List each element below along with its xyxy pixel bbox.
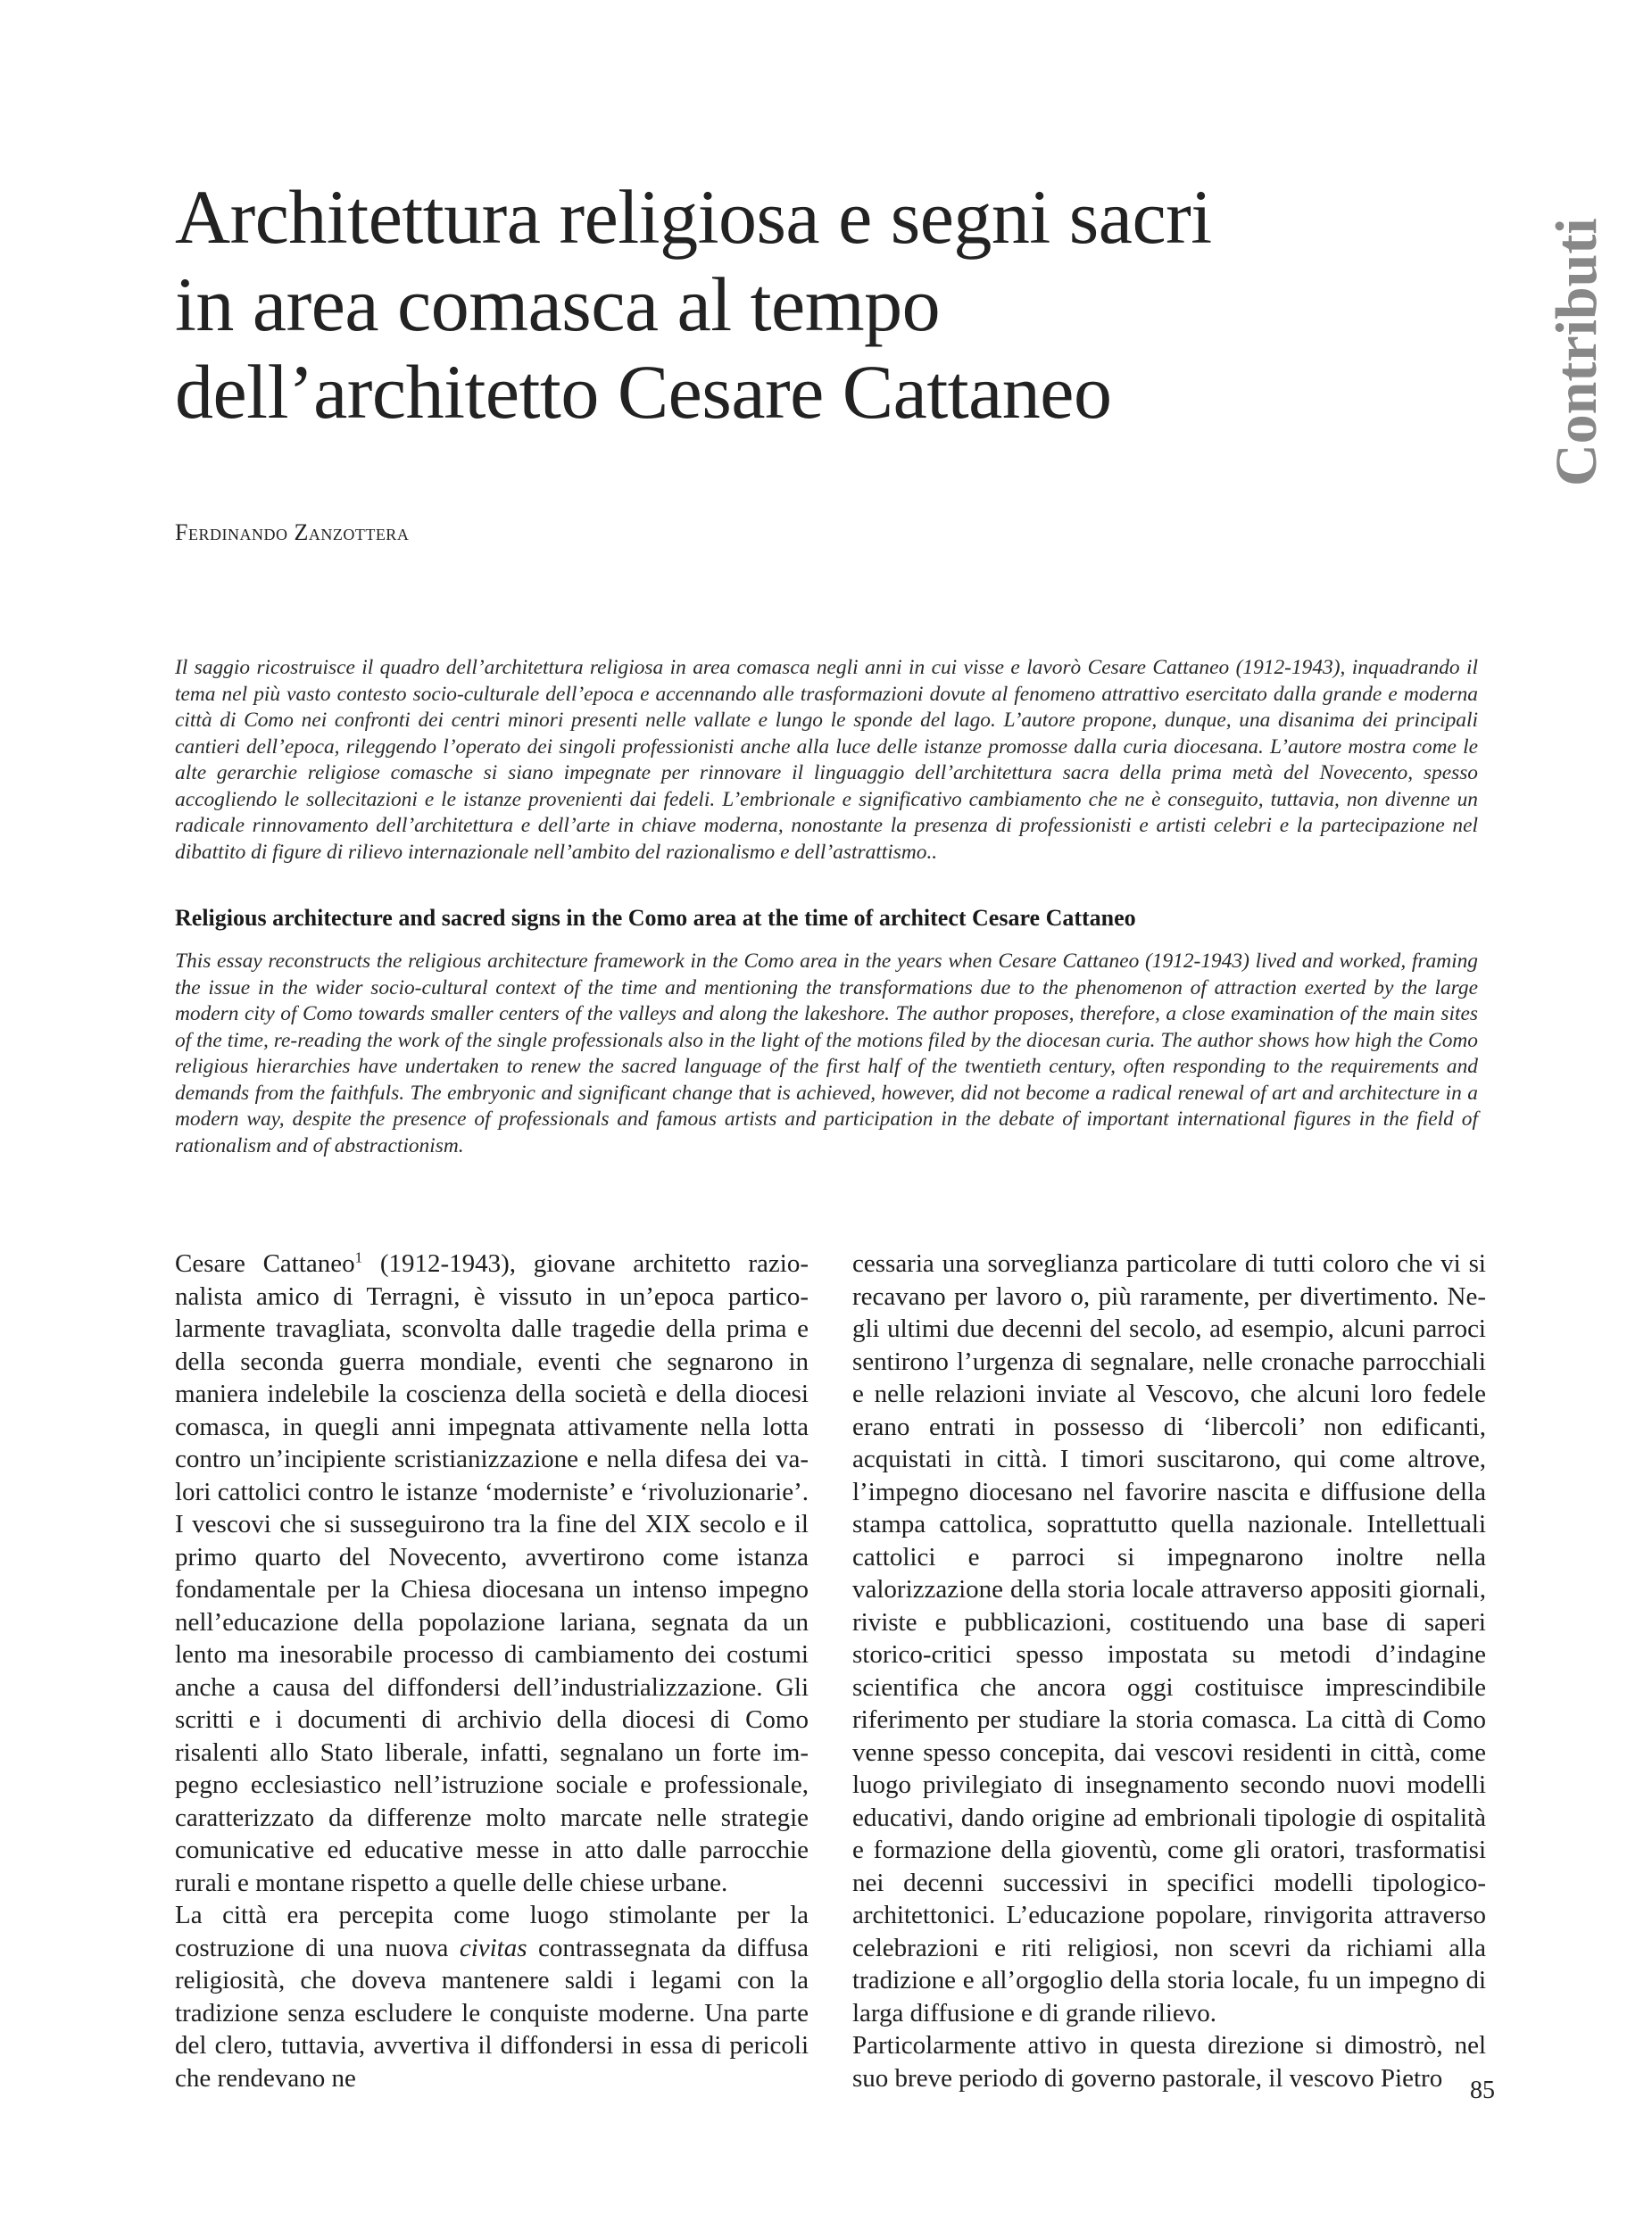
- body-text: (1912-1943), giovane architetto razionalista amico di Terragni, è vissuto in un’epoca particolarmente travagliata, sconvolta dalle tragedie della prima e della seconda guerra mondiale, eventi che segnarono in maniera indelebile la coscienza della società e della diocesi comasca, in quegli anni impegnata attivamente nella lotta contro un’incipiente scristianizzazione e nella difesa dei valori cattolici contro le istanze ‘moderniste’ e ‘rivoluzionarie’. I vescovi che si susseguirono tra la fine del XIX secolo e il primo quarto del Novecento, avvertirono come istanza fondamentale per la Chiesa diocesana un intenso impegno nell’educazione della popolazione lariana, segnata da un lento ma inesorabile processo di cambiamento dei costumi anche a causa del diffondersi dell’industrializzazione. Gli scritti e i documenti di archivio della diocesi di Como risalenti allo Stato liberale, infatti, segnalano un forte impegno ecclesiastico nell’istruzione sociale e professionale, caratterizzato da differenze molto marcate nelle strategie comunicative ed educative messe in atto dalle parrocchie rurali e montane rispetto a quelle delle chiese urbane.: [175, 1249, 809, 1897]
- body-text: Cesare Cattaneo: [175, 1249, 355, 1278]
- body-emphasis: civitas: [459, 1933, 527, 1962]
- title-line-1: Architettura religiosa e segni sacri: [175, 174, 1212, 260]
- body-paragraph: Particolarmente attivo in questa direzione si dimostrò, nel suo breve periodo di governo pastorale, il vescovo Pietro: [852, 2031, 1486, 2093]
- abstract-english-title: Religious architecture and sacred signs in the Como area at the time of architect Cesare Cattaneo: [175, 905, 1136, 931]
- body-text: La città era percepita come luogo stimolante per la costruzione di una nuova: [175, 1901, 809, 1962]
- body-column-right: [852, 1248, 1486, 2094]
- abstract-italian: Il saggio ricostruisce il quadro dell’architettura religiosa in area comasca negli anni in cui visse e lavorò Cesare Cattaneo (1912-1943), inquadrando il tema nel più vasto contesto socio-culturale dell’epoca e accennando alle trasformazioni dovute al fenomeno attrattivo esercitato dalla grande e moderna città di Como nei confronti dei centri minori presenti nelle vallate e lungo le sponde del lago. L’autore propone, dunque, una disanima dei principali cantieri dell’epoca, rileggendo l’operato dei singoli professionisti anche alla luce delle istanze promosse dalla curia diocesana. L’autore mostra come le alte gerarchie religiose comasche si siano impegnate per rinnovare il linguaggio dell’architettura sacra della prima metà del Novecento, spesso accogliendo le sollecitazioni e le istanze provenienti dai fedeli. L’embrionale e significativo cambiamento che ne è conseguito, tuttavia, non divenne un radicale rinnovamento dell’architettura e dell’arte in chiave moderna, nonostante la presenza di professionisti e artisti celebri e la partecipazione nel dibattito di figure di rilievo internazionale nell’ambito del razionalismo e dell’astrattismo..: [175, 656, 1478, 864]
- title-line-3: dell’architetto Cesare Cattaneo: [175, 349, 1112, 435]
- body-paragraph: [175, 1899, 809, 2094]
- section-label: Contributi: [1544, 218, 1609, 487]
- abstract-english: This essay reconstructs the religious architecture framework in the Como area in the years when Cesare Cattaneo (1912-1943) lived and worked, framing the issue in the wider socio-cultural context of the time and mentioning the transformations due to the phenomenon of attraction exerted by the large modern city of Como towards smaller centers of the valleys and along the lakeshore. The author proposes, therefore, a close examination of the main sites of the time, re-reading the work of the single professionals also in the light of the motions filed by the diocesan curia. The author shows how high the Como religious hierarchies have undertaken to renew the sacred language of the first half of the twentieth century, often responding to the requirements and demands from the faithfuls. The embryonic and significant change that is achieved, however, did not become a radical renewal of art and architecture in a modern way, despite the presence of professionals and famous artists and participation in the debate of important international figures in the field of rationalism and of abstractionism.: [175, 949, 1478, 1157]
- author-name: Ferdinando Zanzottera: [175, 519, 410, 545]
- title-line-2: in area comasca al tempo: [175, 261, 941, 347]
- footnote-marker[interactable]: 1: [354, 1248, 363, 1266]
- body-text: contrassegnata da diffusa religiosità, che doveva mantenere saldi i legami con la tradizione senza escludere le conquiste moderne. Una parte del clero, tuttavia, avvertiva il diffondersi in essa di pericoli che rendevano ne: [175, 1933, 809, 2093]
- body-paragraph: cessaria una sorveglianza particolare di tutti coloro che vi si recavano per lavoro o, più raramente, per divertimento. Negli ultimi due decenni del secolo, ad esempio, alcuni parroci sentirono l’urgenza di segnalare, nelle cronache parrocchiali e nelle relazioni inviate al Vescovo, che alcuni loro fedele erano entrati in possesso di ‘libercoli’ non edificanti, acquistati in città. I timori suscitarono, qui come altrove, l’impegno diocesano nel favorire nascita e diffusione della stampa cattolica, soprattutto quella nazionale. Intellettuali cattolici e parroci si impegnarono inoltre nella valorizzazione della storia locale attraverso appositi giornali, riviste e pubblicazioni, costituendo una base di saperi storico-critici spesso impostata su metodi d’indagine scientifica che ancora oggi costituisce imprescindibile riferimento per studiare la storia comasca. La città di Como venne spesso concepita, dai vescovi residenti in città, come luogo privilegiato di insegnamento secondo nuovi modelli educativi, dando origine ad embrionali tipologie di ospitalità e formazione della gioventù, come gli oratori, trasformatisi nei decenni successivi in specifici modelli tipologico-architettonici. L’educazione popolare, rinvigorita attraverso celebrazioni e riti religiosi, non scevri da richiami alla tradizione e all’orgoglio della storia locale, fu un impegno di larga diffusione e di grande rilievo.: [852, 1249, 1486, 2027]
- body-column-left: [175, 1248, 809, 2094]
- article-title: [175, 173, 1335, 435]
- page-number: 85: [1470, 2077, 1495, 2104]
- body-paragraph: [175, 1248, 809, 1899]
